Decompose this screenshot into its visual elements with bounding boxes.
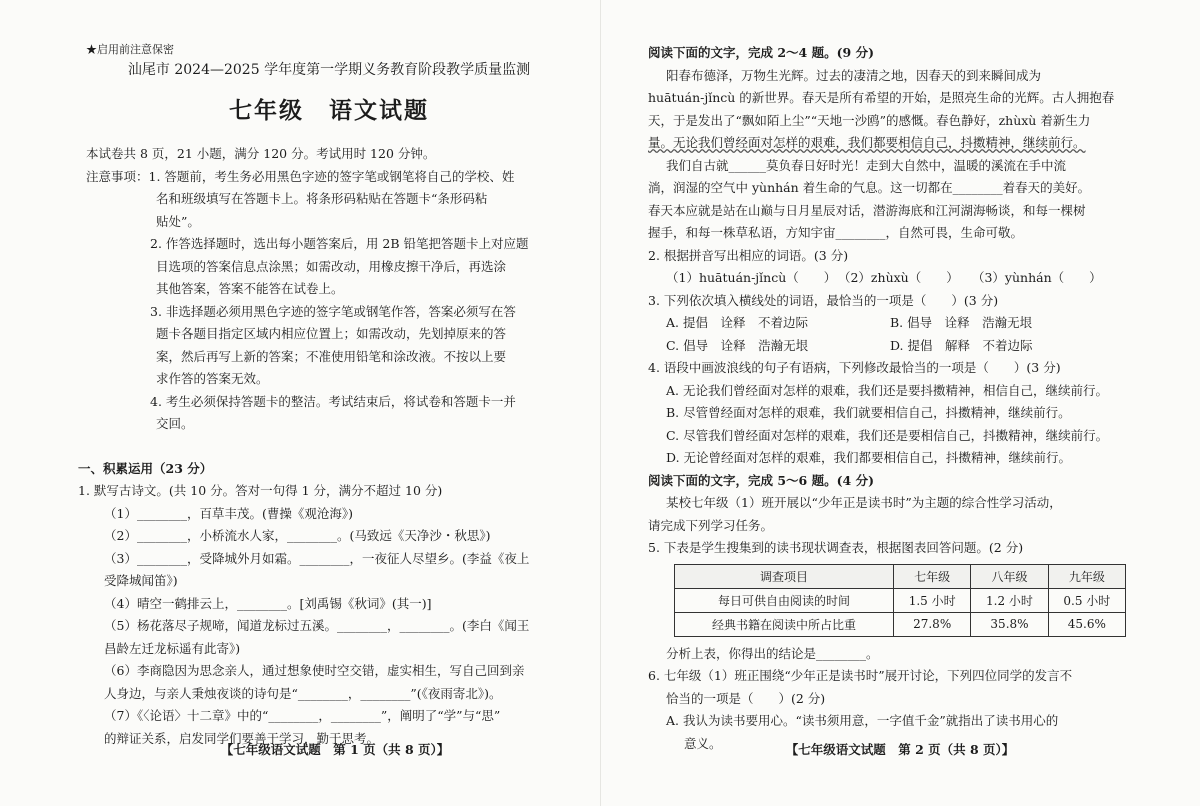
- question-6: 恰当的一项是（ ）(2 分): [666, 690, 826, 706]
- table-header: 七年级: [894, 564, 971, 588]
- table-header-row: [675, 564, 1126, 588]
- question-item: （1）huātuán-jǐncù（ ）: [666, 270, 837, 285]
- note-line: 贴处”。: [156, 213, 200, 229]
- passage-line: 春天本应就是站在山巅与日月星辰对话，潜游海底和江河湖海畅谈，和每一棵树: [648, 202, 1086, 218]
- passage-line: 淌，润湿的空气中 yùnhán 着生命的气息。这一切都在________着春天的美好。: [648, 180, 1091, 195]
- option: A. 无论我们曾经面对怎样的艰难，我们还是要抖擞精神，相信自己，继续前行。: [666, 382, 1108, 398]
- question-item: （7）《〈论语〉十二章》中的“________，________”，阐明了“学”与“思”: [104, 708, 501, 723]
- passage-line: huātuán-jǐncù 的新世界。春天是所有希望的开始，是照亮生命的光辉。古人拥抱春: [648, 90, 1115, 105]
- table-cell: 每日可供自由阅读的时间: [675, 588, 894, 612]
- question-2: 2. 根据拼音写出相应的词语。(3 分): [648, 247, 849, 263]
- table-cell: 45.6%: [1048, 612, 1125, 636]
- page-footer: 【七年级语文试题 第 1 页（共 8 页）】: [220, 742, 450, 757]
- passage-line: 我们自古就______莫负春日好时光！走到大自然中，温暖的溪流在手中流: [666, 157, 1067, 173]
- table-cell: 0.5 小时: [1048, 588, 1125, 612]
- question-item: （3）yùnhán（ ）: [971, 270, 1102, 285]
- table-cell: 1.2 小时: [971, 588, 1048, 612]
- section-heading: 一、积累运用（23 分）: [78, 460, 213, 476]
- note-line: 4. 考生必须保持答题卡的整洁。考试结束后，将试卷和答题卡一并: [150, 393, 516, 409]
- reading-instruction: 阅读下面的文字，完成 5～6 题。(4 分): [648, 472, 874, 488]
- table-cell: 35.8%: [971, 612, 1048, 636]
- option: D. 无论曾经面对怎样的艰难，我们都要相信自己，抖擞精神，继续前行。: [666, 450, 1072, 465]
- passage-line: 阳春布德泽，万物生光辉。过去的凄清之地，因春天的到来瞬间成为: [666, 67, 1042, 83]
- option: C. 倡导 诠释 浩瀚无垠: [666, 337, 809, 353]
- passage-line: 天，于是发出了“飘如陌上尘”“天地一沙鸥”的感慨。春色静好，zhùxù 着新生力: [648, 112, 1091, 128]
- note-line: 题卡各题目指定区域内相应位置上；如需改动，先划掉原来的答: [156, 326, 507, 341]
- question-3: 3. 下列依次填入横线处的词语，最恰当的一项是（ ）(3 分): [648, 292, 999, 308]
- table-row: [675, 588, 1126, 612]
- option: A. 我认为读书要用心。“读书须用意，一字值千金”就指出了读书用心的: [666, 713, 1059, 728]
- question-item: 昌龄左迁龙标遥有此寄》): [104, 640, 241, 656]
- note-line: 2. 作答选择题时，选出每小题答案后，用 2B 铅笔把答题卡上对应题: [150, 236, 529, 251]
- question-item: （4）晴空一鹤排云上，________。[刘禹锡《秋词》(其一)]: [104, 595, 432, 611]
- question-5: 5. 下表是学生搜集到的读书现状调查表，根据图表回答问题。(2 分): [648, 540, 1024, 555]
- note-line: 3. 非选择题必须用黑色字迹的签字笔或钢笔作答，答案必须写在答: [150, 303, 516, 319]
- survey-table: [674, 564, 1126, 637]
- question-6: 6. 七年级（1）班正围绕“少年正是读书时”展开讨论，下列四位同学的发言不: [648, 668, 1073, 683]
- reading-instruction: 阅读下面的文字，完成 2～4 题。(9 分): [648, 45, 874, 60]
- note-line: 求作答的答案无效。: [156, 371, 269, 386]
- question-4: 4. 语段中画波浪线的句子有语病，下列修改最恰当的一项是（ ）(3 分): [648, 360, 1061, 375]
- note-line: 名和班级填写在答题卡上。将条形码粘贴在答题卡“条形码粘: [156, 191, 488, 206]
- question-item: （6）李商隐因为思念亲人，通过想象使时空交错，虚实相生，写自己回到亲: [104, 663, 525, 678]
- table-header: 调查项目: [675, 564, 894, 588]
- page-2: [600, 0, 1200, 806]
- exam-intro: 本试卷共 8 页，21 小题，满分 120 分。考试用时 120 分钟。: [86, 146, 436, 161]
- note-line: 注意事项：1. 答题前，考生务必用黑色字迹的签字笔或钢笔将自己的学校、姓: [86, 168, 515, 184]
- note-line: 交回。: [156, 416, 194, 431]
- exam-header: 汕尾市 2024—2025 学年度第一学期义务教育阶段教学质量监测: [127, 62, 531, 78]
- option: C. 尽管我们曾经面对怎样的艰难，我们还是要相信自己，抖擞精神，继续前行。: [666, 427, 1109, 443]
- note-line: 案，然后再写上新的答案；不准使用铅笔和涂改液。不按以上要: [156, 348, 507, 364]
- table-header: 九年级: [1048, 564, 1125, 588]
- option-row: [648, 312, 1142, 335]
- note-line: 目选项的答案信息点涂黑；如需改动，用橡皮擦干净后，再选涂: [156, 258, 507, 274]
- question-item: （2）________，小桥流水人家，________。(马致远《天净沙・秋思》): [104, 528, 491, 543]
- option: D. 提倡 解释 不着边际: [889, 337, 1033, 353]
- question-2-items: [648, 267, 1142, 290]
- option: B. 尽管曾经面对怎样的艰难，我们就要相信自己，抖擞精神，继续前行。: [666, 405, 1071, 420]
- table-cell: 27.8%: [894, 612, 971, 636]
- note-line: 其他答案，答案不能答在试卷上。: [156, 281, 344, 296]
- question-item: 人身边，与亲人秉烛夜谈的诗句是“________，________”(《夜雨寄北》)。: [104, 685, 502, 701]
- passage-line: 某校七年级（1）班开展以“少年正是读书时”为主题的综合性学习活动，: [666, 495, 1062, 510]
- table-row: [675, 612, 1126, 636]
- question-item: （3）________，受降城外月如霜。________，一夜征人尽望乡。(李益《夜上: [104, 550, 530, 566]
- question-item: 受降城闻笛》): [104, 573, 178, 588]
- confidential-mark: ★启用前注意保密: [86, 43, 174, 56]
- option: 意义。: [684, 735, 722, 751]
- page-footer: 【七年级语文试题 第 2 页（共 8 页）】: [785, 742, 1015, 757]
- option-row: [648, 335, 1142, 358]
- exam-title: 七年级 语文试题: [229, 97, 429, 124]
- question-5-prompt: 分析上表，你得出的结论是________。: [666, 645, 879, 661]
- passage-line: 握手，和每一株草私语，方知宇宙________，自然可畏，生命可敬。: [648, 225, 1024, 240]
- question-1: 1. 默写古诗文。(共 10 分。答对一句得 1 分，满分不超过 10 分): [78, 483, 443, 498]
- passage-line: 量。无论我们曾经面对怎样的艰难，我们都要相信自己，抖擞精神，继续前行。: [648, 135, 1086, 150]
- passage-line: 请完成下列学习任务。: [648, 517, 774, 533]
- table-header: 八年级: [971, 564, 1048, 588]
- option: A. 提倡 诠释 不着边际: [666, 315, 808, 330]
- table-cell: 经典书籍在阅读中所占比重: [675, 612, 894, 636]
- question-item: 的辩证关系，启发同学们要善于学习，勤于思考。: [104, 730, 380, 746]
- question-item: （1）________，百草丰茂。(曹操《观沧海》): [104, 505, 353, 521]
- table-cell: 1.5 小时: [894, 588, 971, 612]
- option: B. 倡导 诠释 浩瀚无垠: [889, 315, 1033, 330]
- question-item: （5）杨花落尽子规啼，闻道龙标过五溪。________，________。(李白《闻王: [104, 618, 530, 633]
- question-item: （2）zhùxù（ ）: [837, 270, 959, 285]
